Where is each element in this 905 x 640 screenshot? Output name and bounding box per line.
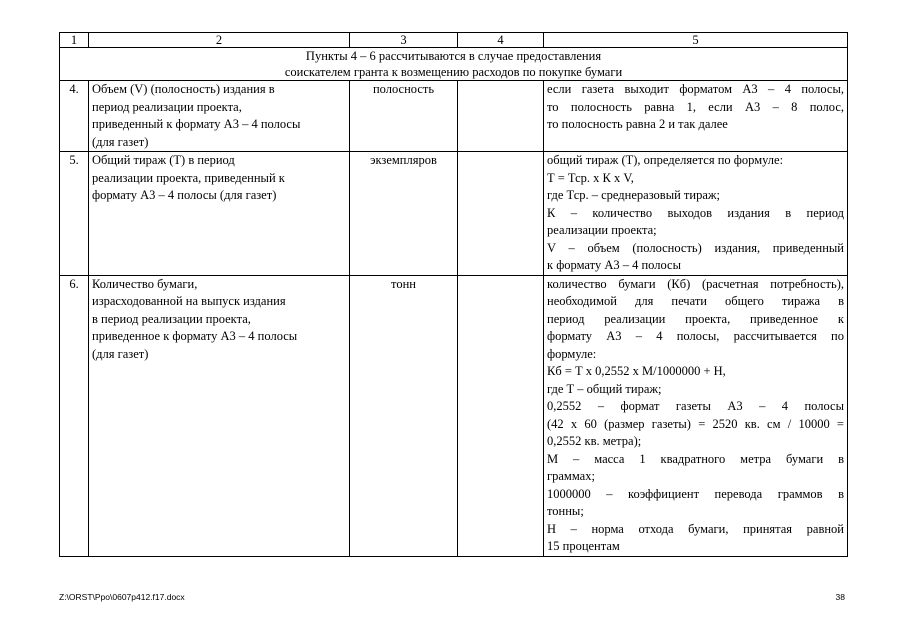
row-name-line: реализации проекта, приведенный к [92,170,285,185]
row-description-line: Кб = Т х 0,2552 х М/1000000 + Н, [547,364,726,378]
row-number: 5. [60,152,89,276]
row-name-line: в период реализации проекта, [92,311,251,326]
header-cell-4: 4 [458,33,544,48]
row-number: 6. [60,275,89,556]
row-name-line: период реализации проекта, [92,99,242,114]
header-cell-1: 1 [60,33,89,48]
row-col4 [458,152,544,276]
row-description-line: то полосность равна 2 и так далее [547,117,728,131]
row-unit: экземпляров [350,152,458,276]
row-description-line: 1000000 – коэффициент перевода граммов в [547,486,844,501]
row-description-line: V – объем (полосность) издания, приведенный [547,240,844,255]
row-unit: полосность [350,81,458,152]
row-description [544,152,848,276]
row-name-line: Количество бумаги, [92,276,198,291]
row-name-line: формату А3 – 4 полосы (для газет) [92,188,277,202]
row-name-line: приведенный к формату А3 – 4 полосы [92,117,301,131]
row-description-line: то полосность равна 1, если А3 – 8 полос, [547,99,844,114]
row-description-line: количество бумаги (Кб) (расчетная потребность), [547,276,844,291]
row-description [544,81,848,152]
row-description-line: Т = Тср. х К х V, [547,170,634,185]
row-unit: тонн [350,275,458,556]
row-description-line: граммах; [547,469,595,483]
row-description-line: (42 х 60 (размер газеты) = 2520 кв. см / 10000 = [547,416,844,431]
table-row [60,152,848,276]
row-name-line: израсходованной на выпуск издания [92,294,286,308]
row-description-line: общий тираж (Т), определяется по формуле: [547,153,784,167]
table-row [60,81,848,152]
row-description-line: где Тср. – среднеразовый тираж; [547,188,720,202]
row-name-line: Общий тираж (Т) в период [92,153,235,167]
row-description-line: формуле: [547,346,597,361]
row-name-line: Объем (V) (полосность) издания в [92,82,275,96]
row-description [544,275,848,556]
row-name-line: приведенное к формату А3 – 4 полосы [92,329,298,343]
row-description-line: период реализации проекта, приведенное к [547,311,844,326]
header-cell-2: 2 [89,33,350,48]
row-col4 [458,81,544,152]
row-name-line: (для газет) [92,134,149,149]
row-description-line: 0,2552 кв. метра); [547,434,642,448]
row-description-line: формату А3 – 4 полосы, рассчитывается по [547,329,844,343]
row-description-line: где Т – общий тираж; [547,381,662,396]
row-col4 [458,275,544,556]
section-note-line: Пункты 4 – 6 рассчитываются в случае предоставления [305,49,602,63]
row-description-line: реализации проекта; [547,223,657,237]
section-note-line: соискателем гранта к возмещению расходов по покупке бумаги [284,65,623,79]
row-description-line: К – количество выходов издания в период [547,205,844,220]
section-note [60,48,848,81]
row-number: 4. [60,81,89,152]
row-description-line: необходимой для печати общего тиража в [547,294,844,308]
header-cell-3: 3 [350,33,458,48]
row-description-line: если газета выходит форматом А3 – 4 полосы, [547,82,844,96]
row-description-line: 15 процентам [547,539,620,553]
header-cell-5: 5 [544,33,848,48]
document-table [59,32,848,557]
footer-file-path: Z:\ORST\Ppo\0607p412.f17.docx [59,592,185,602]
row-name-line: (для газет) [92,346,149,361]
row-description-line: 0,2552 – формат газеты А3 – 4 полосы [547,399,844,413]
table-header-row [60,33,848,48]
row-name [89,152,350,276]
page-number: 38 [835,592,845,602]
row-name [89,275,350,556]
row-description-line: М – масса 1 квадратного метра бумаги в [547,451,844,466]
row-description-line: Н – норма отхода бумаги, принятая равной [547,521,844,536]
row-description-line: тонны; [547,504,584,518]
row-description-line: к формату А3 – 4 полосы [547,258,682,272]
row-name [89,81,350,152]
section-note-row [60,48,848,81]
table-row [60,275,848,556]
